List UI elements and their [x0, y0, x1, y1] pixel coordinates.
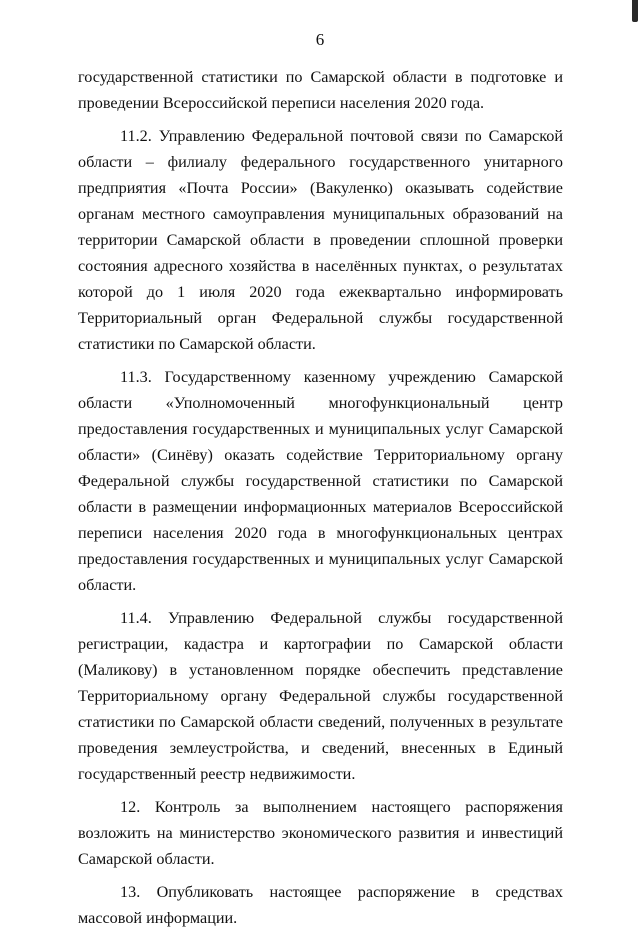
page-number: 6 — [315, 30, 325, 49]
paragraph-11-3: 11.3. Государственному казенному учреждению Самарской области «Уполномоченный многофункциональный центр предоставления государственных и муниципальных услуг Самарской области» (Синёву) оказать содействие Территориальному органу Федеральной службы государственной статистики по Самарской области в размещении информационных материалов Всероссийской переписи населения 2020 года в многофункциональных центрах предоставления государственных и муниципальных услуг Самарской области. — [78, 368, 563, 594]
paragraph-12: 12. Контроль за выполнением настоящего распоряжения возложить на министерство экономического развития и инвестиций Самарской области. — [78, 798, 563, 868]
paragraph-11-4: 11.4. Управлению Федеральной службы государственной регистрации, кадастра и картографии по Самарской области (Маликову) в установленном порядке обеспечить представление Территориальному органу Федеральной службы государственной статистики по Самарской области сведений, полученных в результате проведения землеустройства, и сведений, внесенных в Единый государственный реестр недвижимости. — [78, 609, 563, 783]
paragraph-13: 13. Опубликовать настоящее распоряжение в средствах массовой информации. — [78, 883, 563, 927]
paragraph-continuation: государственной статистики по Самарской области в подготовке и проведении Всероссийской переписи населения 2020 года. — [78, 68, 563, 112]
paragraph-11-2: 11.2. Управлению Федеральной почтовой связи по Самарской области – филиалу федерального государственного унитарного предприятия «Почта России» (Вакуленко) оказывать содействие органам местного самоуправления муниципальных образований на территории Самарской области в проведении сплошной проверки состояния адресного хозяйства в населённых пунктах, о результатах которой до 1 июля 2020 года ежеквартально информировать Территориальный орган Федеральной службы государственной статистики по Самарской области. — [78, 127, 563, 353]
document-body — [78, 64, 563, 938]
scan-edge-mark — [632, 0, 638, 22]
